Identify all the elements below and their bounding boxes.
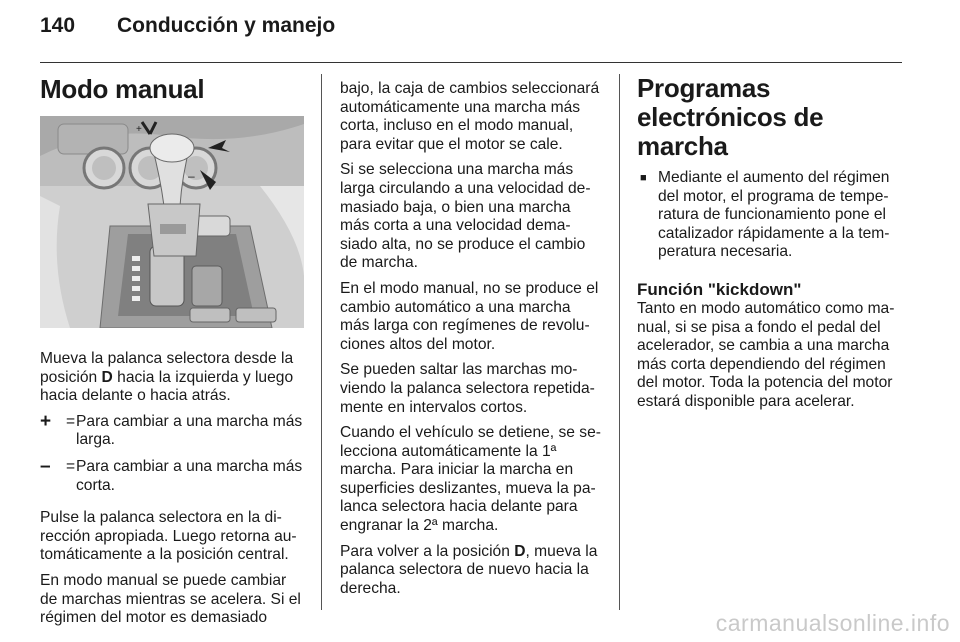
gear-selector-illustration xyxy=(40,116,304,328)
minus-icon: – xyxy=(40,455,51,477)
paragraph: Pulse la palanca selectora en la dirección apropiada. Luego retorna automáticamente a la posición central. xyxy=(40,509,297,564)
position-d-label: D xyxy=(101,368,113,386)
page-number: 140 xyxy=(40,14,76,37)
equals-sign: = xyxy=(66,457,76,475)
page-header xyxy=(40,14,908,50)
definition-minus xyxy=(40,455,304,495)
svg-text:–: – xyxy=(188,169,195,183)
text-span: , mueva la palanca selectora de nuevo hacia la derecha. xyxy=(340,542,598,597)
paragraph: Si se selecciona una marcha más larga circulando a una velocidad demasiado baja, o bien una marcha más corta a una velocidad demasiado alta, no se produce el cambio de marcha. xyxy=(340,161,591,272)
paragraph: En modo manual se puede cambiar de marchas mientras se acelera. Si el régimen del motor es demasiado xyxy=(40,571,301,627)
list-item xyxy=(637,169,905,262)
text-span: hacia la izquierda y luego hacia delante o hacia atrás. xyxy=(40,368,294,405)
square-bullet-icon: ■ xyxy=(640,172,647,184)
svg-text:+: + xyxy=(136,124,142,135)
column-divider xyxy=(619,74,620,610)
column-3 xyxy=(637,74,905,419)
bullet-text: Mediante el aumento del régimen del motor, el programa de temperatura de funcionamiento pone el catalizador rápidamente a la temperatura necesaria. xyxy=(658,169,890,261)
column-1 xyxy=(40,74,304,635)
subsection-title-kickdown: Función "kickdown" xyxy=(637,279,802,299)
watermark: carmanualsonline.info xyxy=(715,610,950,636)
column-2 xyxy=(340,80,602,605)
text-span: Mueva la palanca selectora desde la posición xyxy=(40,350,294,386)
paragraph: Tanto en modo automático como manual, si se pisa a fondo el pedal del acelerador, se cambia a una marcha más corta dependiendo del régimen del motor. Toda la potencia del motor estará disponible para acelerar. xyxy=(637,299,895,410)
header-rule xyxy=(40,62,902,63)
paragraph: En el modo manual, no se produce el cambio automático a una marcha más larga con regímenes de revoluciones altos del motor. xyxy=(340,279,599,353)
paragraph: bajo, la caja de cambios seleccionará automáticamente una marcha más corta, incluso en el modo manual, para evitar que el motor se cale. xyxy=(340,80,600,153)
definition-text: Para cambiar a una marcha más corta. xyxy=(76,457,303,494)
column-divider xyxy=(321,74,322,610)
section-title-modo-manual: Modo manual xyxy=(40,74,205,104)
manual-mode-intro xyxy=(40,350,304,406)
paragraph: Cuando el vehículo se detiene, se selecciona automáticamente la 1ª marcha. Para iniciar la marcha en superficies deslizantes, mueva la palanca selectora hacia delante para engranar la 2ª marcha. xyxy=(340,424,601,535)
paragraph xyxy=(340,543,602,599)
plus-icon: + xyxy=(40,410,52,432)
paragraph: Se pueden saltar las marchas moviendo la palanca selectora repetidamente en intervalos cortos. xyxy=(340,361,595,416)
definition-plus xyxy=(40,410,304,450)
text-span: Para volver a la posición xyxy=(340,542,515,560)
section-title-programas: Programas electrónicos de marcha xyxy=(637,73,824,161)
chapter-title: Conducción y manejo xyxy=(117,14,336,37)
equals-sign: = xyxy=(66,412,76,430)
definition-text: Para cambiar a una marcha más larga. xyxy=(76,412,303,449)
position-d-label: D xyxy=(514,542,526,560)
